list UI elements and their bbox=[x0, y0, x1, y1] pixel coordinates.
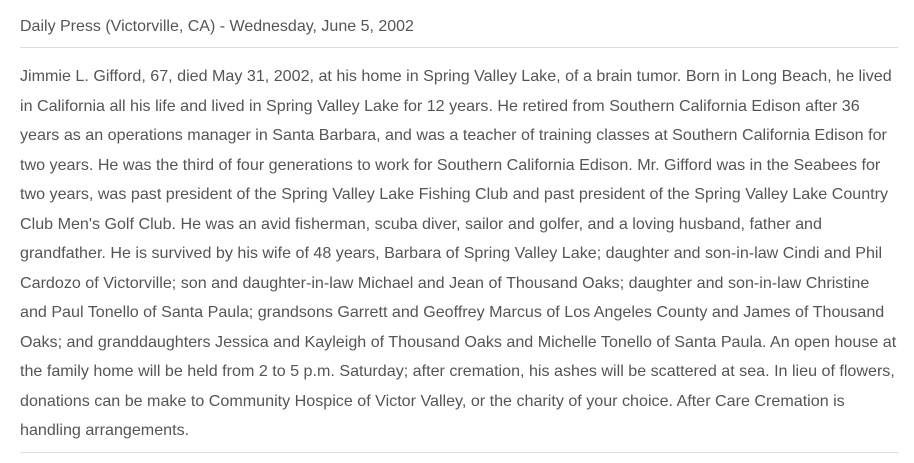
obituary-body-text: Jimmie L. Gifford, 67, died May 31, 2002, at his home in Spring Valley Lake, of a brain tumor. Born in Long Beach, he lived in California all his life and lived in Spring Valley Lake for 12 years. He retired from Southern California Edison after 36 years as an operations manager in Santa Barbara, and was a teacher of training classes at Southern California Edison for two years. He was the third of four generations to work for Southern California Edison. Mr. Gifford was in the Seabees for two years, was past president of the Spring Valley Lake Fishing Club and past president of the Spring Valley Lake Country Club Men's Golf Club. He was an avid fisherman, scuba diver, sailor and golfer, and a loving husband, father and grandfather. He is survived by his wife of 48 years, Barbara of Spring Valley Lake; daughter and son-in-law Cindi and Phil Cardozo of Victorville; son and daughter-in-law Michael and Jean of Thousand Oaks; daughter and son-in-law Christine and Paul Tonello of Santa Paula; grandsons Garrett and Geoffrey Marcus of Los Angeles County and James of Thousand Oaks; and granddaughters Jessica and Kayleigh of Thousand Oaks and Michelle Tonello of Santa Paula. An open house at the family home will be held from 2 to 5 p.m. Saturday; after cremation, his ashes will be scattered at sea. In lieu of flowers, donations can be make to Community Hospice of Victor Valley, or the charity of your choice. After Care Cremation is handling arrangements. bbox=[20, 67, 897, 439]
bottom-divider bbox=[20, 452, 898, 453]
source-dateline: Daily Press (Victorville, CA) - Wednesday, June 5, 2002 bbox=[20, 18, 414, 35]
top-divider bbox=[20, 47, 898, 48]
